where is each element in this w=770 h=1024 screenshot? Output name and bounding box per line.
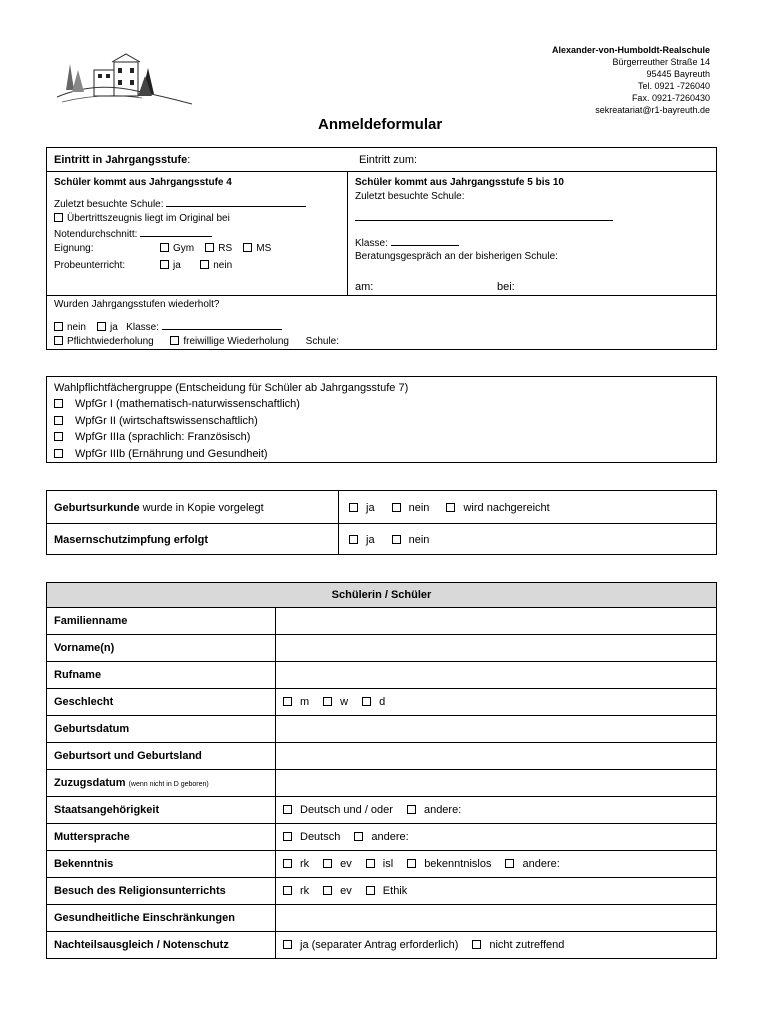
from5-class[interactable]: Klasse: xyxy=(355,236,459,250)
option-checkbox[interactable] xyxy=(472,940,481,949)
from5-bei[interactable]: bei: xyxy=(497,281,515,293)
row-label: Geburtsdatum xyxy=(47,716,276,743)
option[interactable]: Deutsch xyxy=(283,831,340,843)
table-row xyxy=(47,797,717,824)
certificate-checkbox[interactable] xyxy=(54,213,63,222)
wpf-2-checkbox[interactable] xyxy=(54,416,63,425)
repeat-school-label: Schule: xyxy=(305,336,340,347)
row-label: Bekenntnis xyxy=(47,851,276,878)
row-value-field[interactable] xyxy=(276,797,717,824)
table-row xyxy=(47,608,717,635)
table-row xyxy=(47,932,717,959)
table-row xyxy=(47,824,717,851)
row-value-field[interactable] xyxy=(276,608,717,635)
row-value-field[interactable] xyxy=(276,743,717,770)
measles-label: Masernschutzimpfung erfolgt xyxy=(54,534,209,546)
option-checkbox[interactable] xyxy=(323,697,332,706)
option[interactable]: ev xyxy=(323,885,352,897)
student-table xyxy=(46,582,717,959)
option-checkbox[interactable] xyxy=(283,805,292,814)
table-row xyxy=(47,878,717,905)
option[interactable]: isl xyxy=(366,858,393,870)
entry-date-label[interactable]: Eintritt zum: xyxy=(359,154,418,166)
repeat-ja-checkbox[interactable] xyxy=(97,322,106,331)
from4-heading: Schüler kommt aus Jahrgangsstufe 4 xyxy=(54,177,232,188)
repeat-options[interactable]: nein ja Klasse: xyxy=(54,320,282,334)
measles-nein-checkbox[interactable] xyxy=(392,535,401,544)
row-label: Geburtsort und Geburtsland xyxy=(47,743,276,770)
option-checkbox[interactable] xyxy=(323,859,332,868)
row-value-field[interactable] xyxy=(276,932,717,959)
option[interactable]: andere: xyxy=(505,858,559,870)
option[interactable]: ev xyxy=(323,858,352,870)
repeat-nein-checkbox[interactable] xyxy=(54,322,63,331)
option-checkbox[interactable] xyxy=(407,859,416,868)
option[interactable]: d xyxy=(362,696,385,708)
option[interactable]: bekenntnislos xyxy=(407,858,491,870)
from5-school-line[interactable] xyxy=(355,220,613,221)
wpf-option[interactable]: WpfGr IIIb (Ernährung und Gesundheit) xyxy=(54,446,709,463)
from4-certificate[interactable]: Übertrittszeugnis liegt im Original bei xyxy=(54,212,230,225)
school-tel: Tel. 0921 -726040 xyxy=(637,81,710,91)
wpf-option[interactable]: WpfGr II (wirtschaftswissenschaftlich) xyxy=(54,413,709,430)
birth-ja-checkbox[interactable] xyxy=(349,503,358,512)
row-label: Gesundheitliche Einschränkungen xyxy=(47,905,276,932)
row-value-field[interactable] xyxy=(276,770,717,797)
from4-average[interactable]: Notendurchschnitt: xyxy=(54,227,212,241)
row-label: Familienname xyxy=(47,608,276,635)
from5-heading: Schüler kommt aus Jahrgangsstufe 5 bis 10 xyxy=(355,177,564,188)
row-note: (wenn nicht in D geboren) xyxy=(128,781,209,788)
row-value-field[interactable] xyxy=(276,851,717,878)
birth-nein-checkbox[interactable] xyxy=(392,503,401,512)
student-table-heading: Schülerin / Schüler xyxy=(47,583,717,608)
from5-am[interactable]: am: xyxy=(355,281,374,293)
option-checkbox[interactable] xyxy=(362,697,371,706)
option[interactable]: m xyxy=(283,696,309,708)
birth-certificate-options[interactable]: ja nein wird nachgereicht xyxy=(349,501,564,515)
repeat-question: Wurden Jahrgangsstufen wiederholt? xyxy=(54,299,220,310)
repeat-type[interactable]: Pflichtwiederholung freiwillige Wiederholung Schule: xyxy=(54,335,339,348)
table-row xyxy=(47,635,717,662)
table-row xyxy=(47,716,717,743)
documents-section xyxy=(46,490,717,555)
rs-checkbox[interactable] xyxy=(205,243,214,252)
from5-consultation: Beratungsgespräch an der bisherigen Schule: xyxy=(355,251,558,262)
grade-field[interactable]: Eintritt in Jahrgangsstufe: xyxy=(54,154,191,166)
voluntary-checkbox[interactable] xyxy=(170,336,179,345)
row-value-field[interactable] xyxy=(276,662,717,689)
row-value-field[interactable] xyxy=(276,878,717,905)
row-label: Besuch des Religionsunterrichts xyxy=(47,878,276,905)
table-row xyxy=(47,770,717,797)
birth-later-checkbox[interactable] xyxy=(446,503,455,512)
wpf-option[interactable]: WpfGr I (mathematisch-naturwissenschaftlich) xyxy=(54,396,709,413)
row-label: Rufname xyxy=(47,662,276,689)
wpf-3a-checkbox[interactable] xyxy=(54,432,63,441)
row-value-field[interactable] xyxy=(276,716,717,743)
table-row xyxy=(47,851,717,878)
option-checkbox[interactable] xyxy=(505,859,514,868)
option-checkbox[interactable] xyxy=(283,697,292,706)
option[interactable]: ja (separater Antrag erforderlich) xyxy=(283,939,458,951)
row-label: Geschlecht xyxy=(47,689,276,716)
option[interactable]: rk xyxy=(283,885,309,897)
school-email: sekreatariat@r1-bayreuth.de xyxy=(595,105,710,115)
mandatory-checkbox[interactable] xyxy=(54,336,63,345)
option[interactable]: andere: xyxy=(407,804,461,816)
trial-nein-checkbox[interactable] xyxy=(200,260,209,269)
measles-options[interactable]: ja nein xyxy=(349,533,443,547)
grade-label: Eintritt in Jahrgangsstufe xyxy=(54,154,188,166)
wpf-heading: Wahlpflichtfächergruppe (Entscheidung für Schüler ab Jahrgangsstufe 7) xyxy=(54,382,409,394)
school-city: 95445 Bayreuth xyxy=(646,69,710,79)
entry-section xyxy=(46,147,717,350)
row-label: Muttersprache xyxy=(47,824,276,851)
row-value-field[interactable] xyxy=(276,824,717,851)
option[interactable]: Deutsch und / oder xyxy=(283,804,393,816)
table-row xyxy=(47,662,717,689)
row-label: Zuzugsdatum (wenn nicht in D geboren) xyxy=(47,770,276,797)
option[interactable]: nicht zutreffend xyxy=(472,939,564,951)
row-label: Staatsangehörigkeit xyxy=(47,797,276,824)
trial-options[interactable]: ja nein xyxy=(160,259,232,272)
school-name: Alexander-von-Humboldt-Realschule xyxy=(551,45,710,55)
gym-checkbox[interactable] xyxy=(160,243,169,252)
option[interactable]: w xyxy=(323,696,348,708)
suitability-options[interactable]: Gym RS MS xyxy=(160,242,271,255)
option-checkbox[interactable] xyxy=(283,832,292,841)
from4-last-school[interactable]: Zuletzt besuchte Schule: xyxy=(54,197,306,211)
option[interactable]: Ethik xyxy=(366,885,407,897)
wpf-section xyxy=(46,376,717,463)
option-checkbox[interactable] xyxy=(407,805,416,814)
table-row xyxy=(47,689,717,716)
option[interactable]: rk xyxy=(283,858,309,870)
table-row xyxy=(47,905,717,932)
birth-certificate-label: Geburtsurkunde wurde in Kopie vorgelegt xyxy=(54,502,264,514)
from4-trial-label: Probeunterricht: xyxy=(54,260,126,271)
table-row xyxy=(47,743,717,770)
row-value-field[interactable] xyxy=(276,905,717,932)
wpf-3b-checkbox[interactable] xyxy=(54,449,63,458)
option[interactable]: andere: xyxy=(354,831,408,843)
row-label: Vorname(n) xyxy=(47,635,276,662)
school-logo xyxy=(52,52,197,110)
option-checkbox[interactable] xyxy=(323,886,332,895)
page-title: Anmeldeformular xyxy=(318,116,443,133)
option-checkbox[interactable] xyxy=(354,832,363,841)
option-checkbox[interactable] xyxy=(366,859,375,868)
from4-suitability: Eignung: xyxy=(54,243,94,254)
wpf-1-checkbox[interactable] xyxy=(54,399,63,408)
trial-ja-checkbox[interactable] xyxy=(160,260,169,269)
row-value-field[interactable] xyxy=(276,635,717,662)
measles-ja-checkbox[interactable] xyxy=(349,535,358,544)
from5-last-school: Zuletzt besuchte Schule: xyxy=(355,191,465,202)
ms-checkbox[interactable] xyxy=(243,243,252,252)
option-checkbox[interactable] xyxy=(283,859,292,868)
option-checkbox[interactable] xyxy=(366,886,375,895)
school-fax: Fax. 0921-7260430 xyxy=(631,93,710,103)
option-checkbox[interactable] xyxy=(283,940,292,949)
option-checkbox[interactable] xyxy=(283,886,292,895)
row-value-field[interactable] xyxy=(276,689,717,716)
school-address xyxy=(552,44,710,116)
row-label: Nachteilsausgleich / Notenschutz xyxy=(47,932,276,959)
school-street: Bürgerreuther Straße 14 xyxy=(612,57,710,67)
wpf-option[interactable]: WpfGr IIIa (sprachlich: Französisch) xyxy=(54,429,709,446)
